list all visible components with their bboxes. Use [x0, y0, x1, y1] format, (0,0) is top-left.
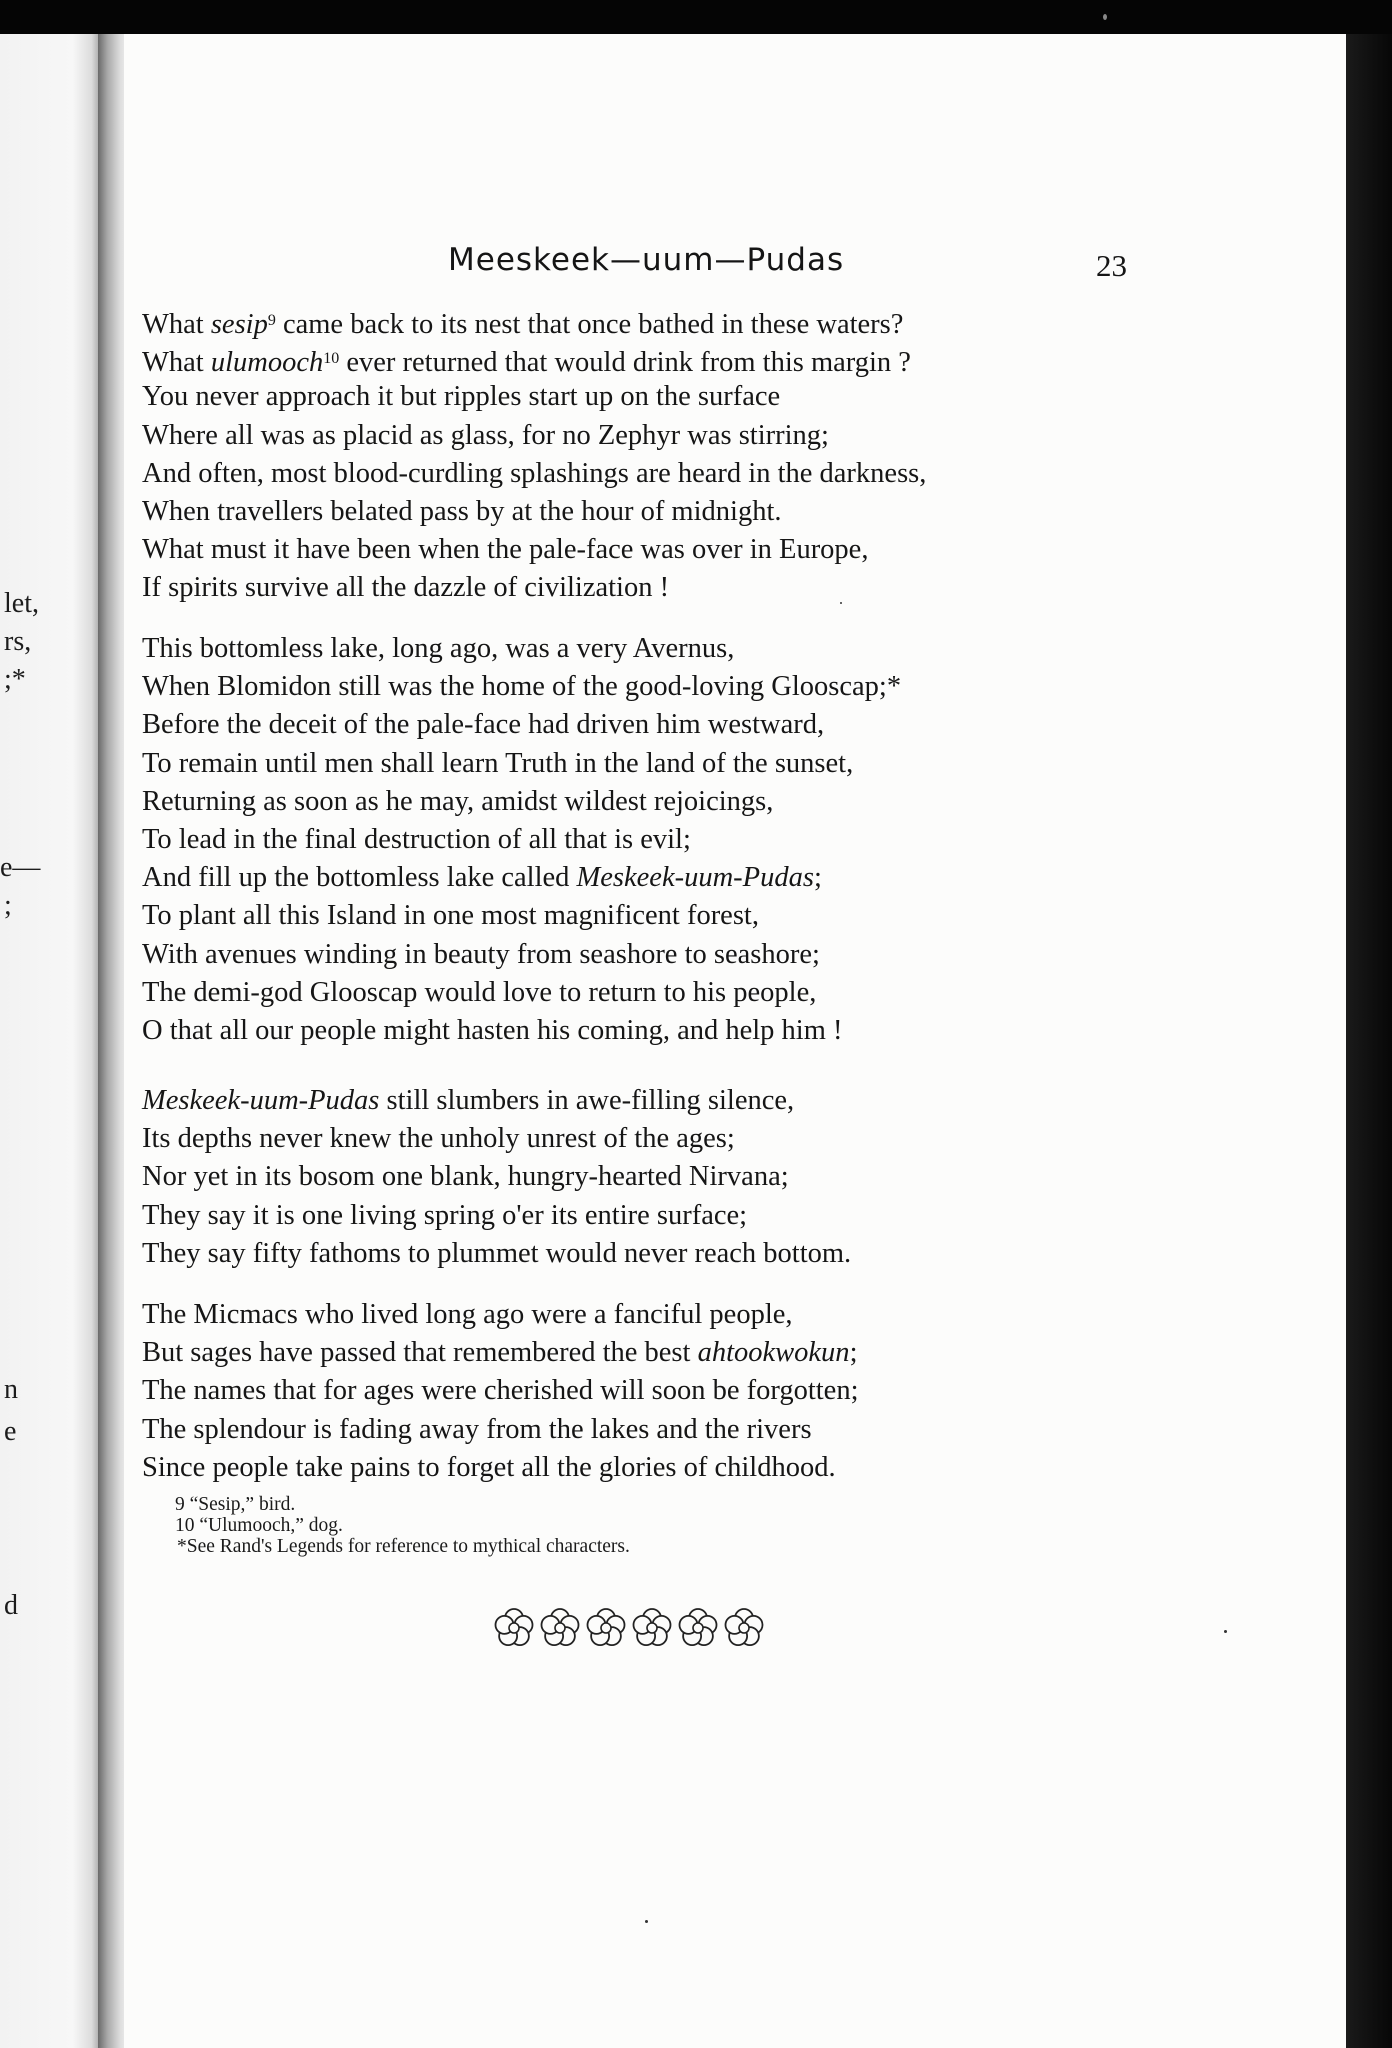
- verse-line: Meskeek-uum-Pudas still slumbers in awe-filling silence,: [142, 1085, 795, 1116]
- left-fragment: n: [4, 1374, 18, 1405]
- flower-icon: [633, 1609, 670, 1645]
- verse-line: The names that for ages were cherished will soon be forgotten;: [142, 1375, 859, 1407]
- page-number: 23: [1096, 248, 1127, 283]
- verse-line: This bottomless lake, long ago, was a very Avernus,: [142, 633, 735, 664]
- verse-line: What ulumooch$^{10}$ ever returned that would drink from this margin ?: [142, 347, 911, 379]
- flower-icon: [679, 1609, 716, 1645]
- verse-line: Before the deceit of the pale-face had driven him westward,: [142, 709, 825, 741]
- stanza-3: [142, 1082, 1152, 1273]
- flower-icon: [541, 1609, 578, 1645]
- scan-speck: [1224, 1630, 1227, 1633]
- verse-line: When travellers belated pass by at the hour of midnight.: [142, 495, 782, 527]
- verse-line: Where all was as placid as glass, for no Zephyr was stirring;: [142, 419, 829, 451]
- left-fragment: e: [4, 1416, 17, 1447]
- verse-line: To plant all this Island in one most magnificent forest,: [142, 900, 759, 932]
- scan-top-border: [0, 0, 1392, 38]
- left-fragment: let,: [4, 588, 39, 619]
- verse-line: You never approach it but ripples start up on the surface: [142, 381, 781, 413]
- verse-line: And often, most blood-curdling splashings are heard in the darkness,: [142, 457, 927, 489]
- stanza-4: [142, 1296, 1152, 1487]
- verse-line: When Blomidon still was the home of the good-loving Glooscap;*: [142, 671, 902, 703]
- footnotes: [175, 1494, 630, 1557]
- verse-line: Since people take pains to forget all the glories of childhood.: [142, 1451, 836, 1483]
- left-page-edge: [0, 34, 104, 2048]
- flower-chain-icon: [490, 1600, 770, 1661]
- verse-line: To lead in the final destruction of all that is evil;: [142, 823, 691, 855]
- verse-line: They say fifty fathoms to plummet would never reach bottom.: [142, 1237, 852, 1269]
- verse-line: If spirits survive all the dazzle of civilization !: [142, 572, 670, 604]
- scan-speck: [1103, 14, 1107, 20]
- flower-icon: [495, 1609, 532, 1645]
- footnote: 10 “Ulumooch,” dog.: [175, 1515, 343, 1536]
- footnote: 9 “Sesip,” bird.: [175, 1494, 296, 1515]
- verse-line: What must it have been when the pale-face was over in Europe,: [142, 534, 869, 566]
- flower-icon: [587, 1609, 624, 1645]
- verse-line: Returning as soon as he may, amidst wildest rejoicings,: [142, 785, 774, 817]
- left-fragment: ;*: [4, 664, 26, 695]
- stanza-2: [142, 630, 1152, 1050]
- verse-line: Its depths never knew the unholy unrest of the ages;: [142, 1123, 735, 1155]
- left-fragment: rs,: [4, 626, 32, 657]
- left-fragment: d: [4, 1590, 18, 1621]
- verse-line: What sesip$^9$ came back to its nest that once bathed in these waters?: [142, 309, 904, 340]
- flower-icon: [725, 1609, 762, 1645]
- running-head: Meeskeek—uum—Pudas: [448, 242, 845, 278]
- verse-line: Nor yet in its bosom one blank, hungry-hearted Nirvana;: [142, 1161, 789, 1193]
- verse-line: The demi-god Glooscap would love to return to his people,: [142, 976, 817, 1008]
- verse-line: The Micmacs who lived long ago were a fanciful people,: [142, 1299, 793, 1330]
- verse-line: And fill up the bottomless lake called Meskeek-uum-Pudas;: [142, 862, 822, 894]
- verse-line: But sages have passed that remembered the best ahtookwokun;: [142, 1337, 858, 1369]
- scan-speck: [840, 602, 842, 604]
- scan-speck: [645, 1920, 648, 1923]
- scan-right-border: [1346, 34, 1392, 2048]
- stanza-1: [142, 302, 1152, 608]
- verse-line: To remain until men shall learn Truth in the land of the sunset,: [142, 747, 854, 779]
- verse-line: With avenues winding in beauty from seashore to seashore;: [142, 938, 820, 970]
- footnote: *See Rand's Legends for reference to mythical characters.: [177, 1536, 630, 1557]
- verse-line: O that all our people might hasten his coming, and help him !: [142, 1014, 843, 1046]
- left-fragment: ;: [4, 890, 12, 921]
- verse-line: The splendour is fading away from the lakes and the rivers: [142, 1413, 812, 1445]
- verse-line: They say it is one living spring o'er its entire surface;: [142, 1199, 748, 1231]
- left-fragment: e—: [0, 852, 41, 883]
- ornament-svg: [490, 1600, 770, 1656]
